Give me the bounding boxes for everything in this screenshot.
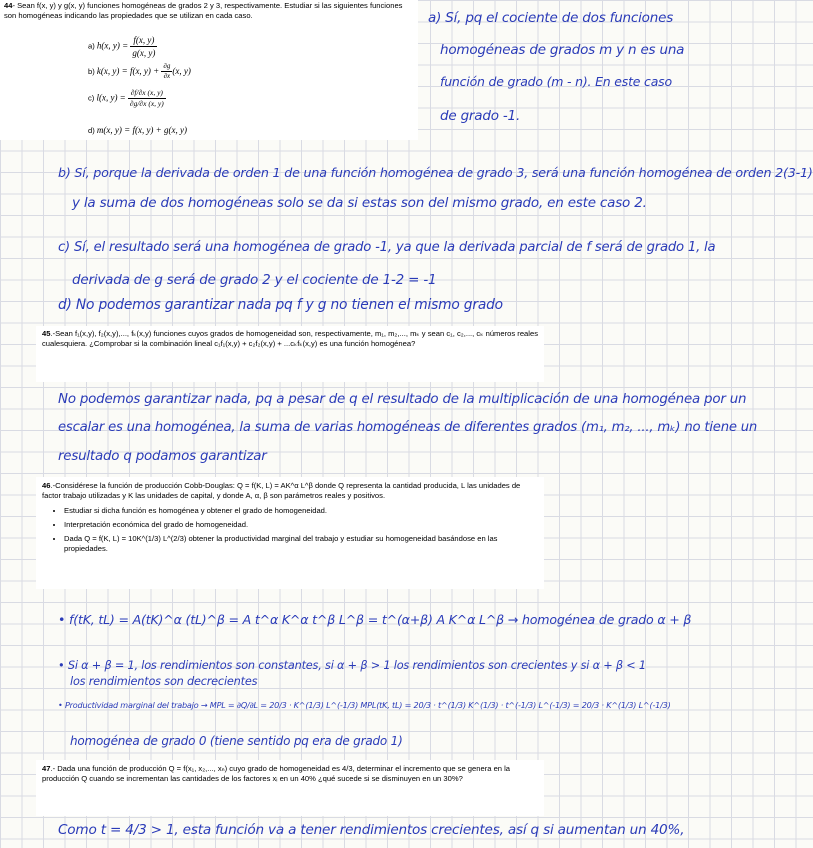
item-c: c) l(x, y) = $\frac{\partial f/\partial x (x, y)}{\partial g/\partial x (x, y)}$ [88,88,164,109]
answer-46-line-2a: • Si α + β = 1, los rendimientos son constantes, si α + β > 1 los rendimientos son crecientes y si α + β < 1 [58,659,646,672]
task-item: • Interpretación económica del grado de homogeneidad. [64,520,538,530]
answer-44d: d) No podemos garantizar nada pq f y g no tienen el mismo grado [58,297,503,313]
answer-46-line-1: • f(tK, tL) = A(tK)^α (tL)^β = A t^α K^α t^β L^β = t^(α+β) A K^α L^β → homogénea de grado α + β [58,612,692,627]
task-item: • Estudiar si dicha función es homogénea y obtener el grado de homogeneidad. [64,506,538,516]
question-number: 46 [42,481,51,490]
answer-46-line-3a: • Productividad marginal del trabajo → MPL = ∂Q/∂L = 20/3 · K^(1/3) L^(-1/3) MPL(tK, tL) = 20/3 · t^(1/3) K^(1/3) · t^(-1/3) L^(-1/3) = 20/3 · K^(1/3) L^(-1/3) [58,700,671,710]
answer-47-line-1: Como t = 4/3 > 1, esta función va a tener rendimientos crecientes, así q si aumentan un 40%, [58,822,685,838]
item-b: b) k(x, y) = f(x, y) + $\frac{\partial g}{\partial x}$ (x, y) [88,62,191,81]
question-47-card: 47.- Dada una función de producción Q = f(x₁, x₂,..., xₙ) cuyo grado de homogeneidad es 4/3, determinar el incremento que se genera en la producción Q cuando se incrementan las cantidades de los factores xᵢ en un 40% ¿qué sucede si se disminuyen en un 30%? [36,760,544,816]
answer-44a-line-2: homogéneas de grados m y n es una [440,42,685,58]
answer-45-line-3: resultado q podamos garantizar [58,449,267,464]
task-item: • Dada Q = f(K, L) = 10K^(1/3) L^(2/3) obtener la productividad marginal del trabajo y estudiar su homogeneidad basándose en las propiedades. [64,534,538,555]
question-number: 44 [4,1,13,10]
answer-44a-line-1: a) Sí, pq el cociente de dos funciones [428,10,674,26]
item-a: a) h(x, y) = $\frac{f(x, y)}{g(x, y)}$ [88,35,156,59]
answer-46-line-2b: los rendimientos son decrecientes [70,675,258,688]
question-number: 45 [42,329,51,338]
question-44-card [0,0,418,140]
question-44-intro: 44- Sean f(x, y) y g(x, y) funciones homogéneas de grados 2 y 3, respectivamente. Estudiar si las siguientes funciones son homogéneas indicando las propiedades que se utilizan en cada caso. [4,1,403,21]
answer-44b-line-1: b) Sí, porque la derivada de orden 1 de una función homogénea de grado 3, será una función homogénea de orden 2(3-1) [58,165,813,180]
question-45-card: 45.-Sean f₁(x,y), f₂(x,y),..., fₖ(x,y) funciones cuyos grados de homogeneidad son, respectivamente, m₁, m₂,..., mₖ y sean c₁, c₂,..., cₖ números reales cualesquiera. ¿Comprobar si la combinación lineal c₁f₁(x,y) + c₂f₂(x,y) + ...cₖfₖ(x,y) es una función homogénea? [36,326,544,382]
question-46-tasks [42,506,538,555]
answer-45-line-1: No podemos garantizar nada, pq a pesar de q el resultado de la multiplicación de una homogénea por un [58,392,747,407]
answer-44a-line-3: función de grado (m - n). En este caso [440,74,672,89]
answer-44c-line-2: derivada de g será de grado 2 y el cociente de 1-2 = -1 [72,272,437,288]
question-46-intro: 46.-Considérese la función de producción Cobb-Douglas: Q = f(K, L) = AK^α L^β donde Q representa la cantidad producida, L las unidades de factor trabajo utilizadas y K las unidades de capital, y donde A, α, β son parámetros reales y positivos. [42,481,521,501]
answer-44a-line-4: de grado -1. [440,108,521,124]
item-d: d) m(x, y) = f(x, y) + g(x, y) [88,125,187,135]
answer-44c-line-1: c) Sí, el resultado será una homogénea de grado -1, ya que la derivada parcial de f será de grado 1, la [58,240,716,255]
answer-44b-line-2: y la suma de dos homogéneas solo se da si estas son del mismo grado, en este caso 2. [72,195,647,211]
question-number: 47 [42,764,51,773]
answer-45-line-2: escalar es una homogénea, la suma de varias homogéneas de diferentes grados (m₁, m₂, ..., mₖ) no tiene un [58,420,758,435]
question-46-card [36,477,544,589]
answer-46-line-3b: homogénea de grado 0 (tiene sentido pq era de grado 1) [70,734,403,748]
